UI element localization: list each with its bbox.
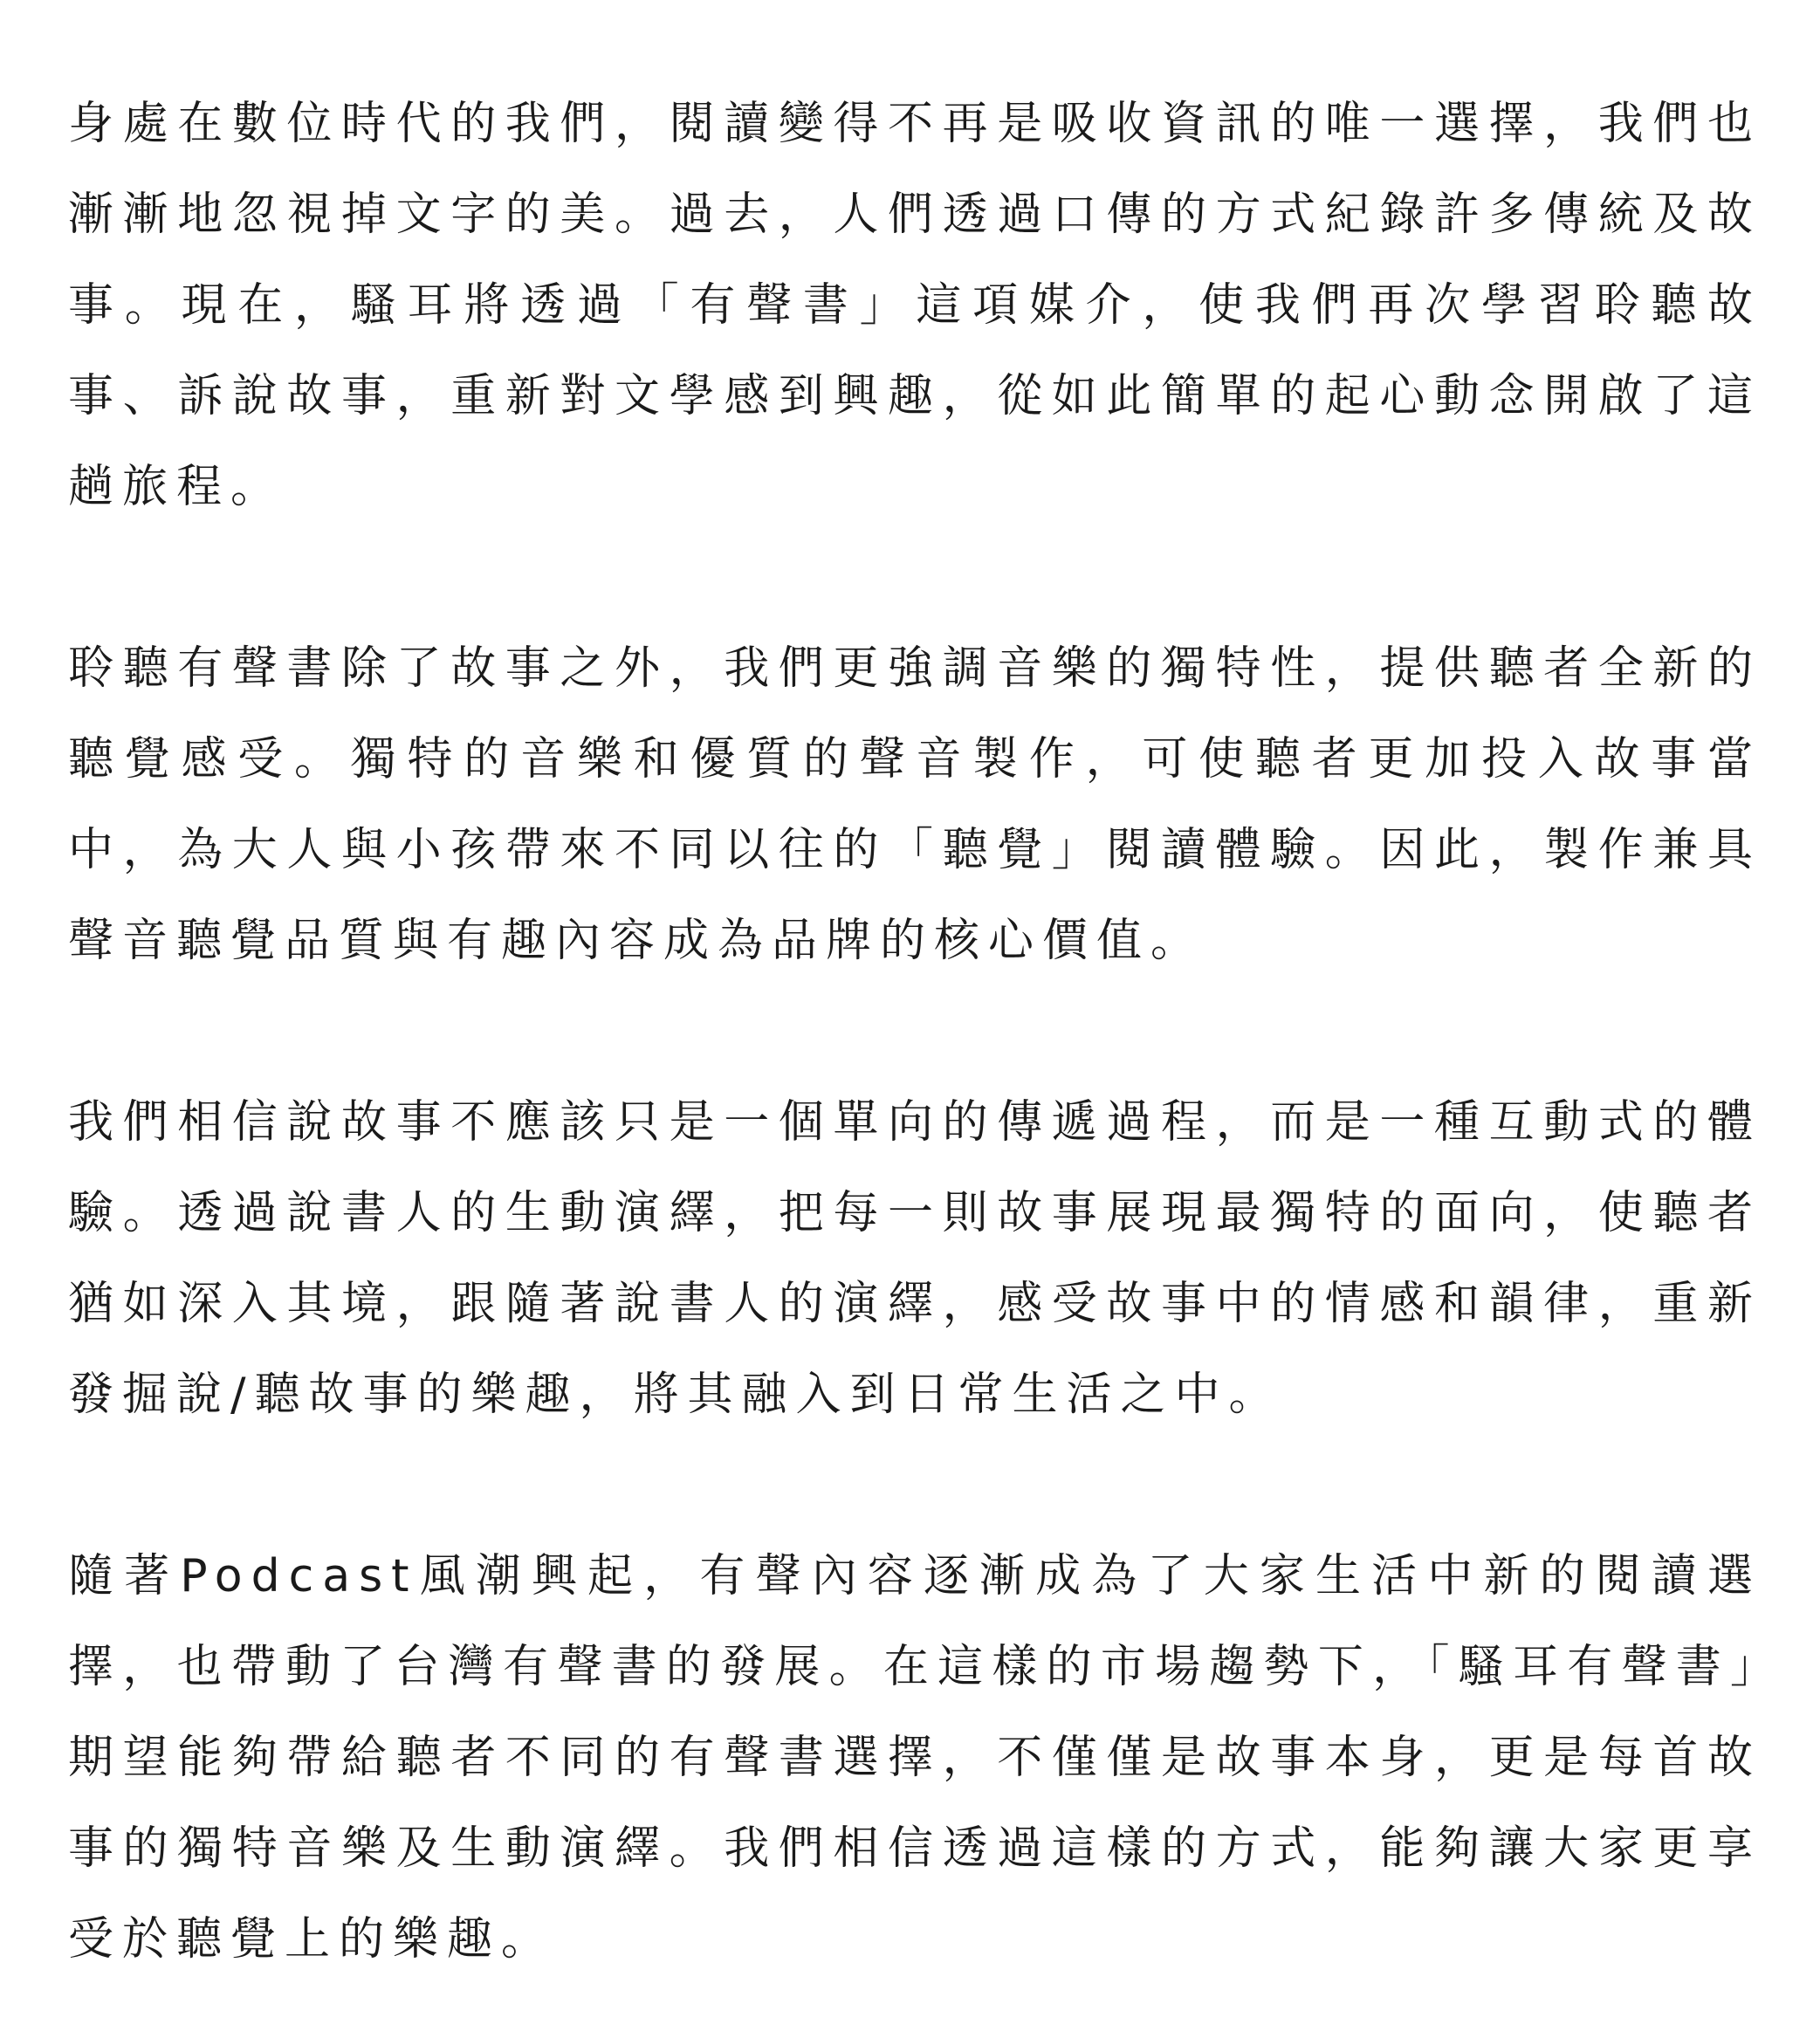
paragraph-storytelling: 我們相信說故事不應該只是一個單向的傳遞過程，而是一種互動式的體驗。透過說書人的生動演繹，把每一則故事展現最獨特的面向，使聽者猶如深入其境，跟隨著說書人的演繹，感受故事中的情感和韻律，重新發掘說/聽故事的樂趣，將其融入到日常生活之中。 <box>68 1096 1762 1421</box>
paragraph-podcast: 隨著Podcast風潮興起，有聲內容逐漸成為了大家生活中新的閱讀選擇，也帶動了台灣有聲書的發展。在這樣的市場趨勢下，「騷耳有聲書」期望能夠帶給聽者不同的有聲書選擇，不僅僅是故事本身，更是每首故事的獨特音樂及生動演繹。我們相信透過這樣的方式，能夠讓大家更享受於聽覺上的樂趣。 <box>68 1550 1762 1966</box>
paragraph-intro: 身處在數位時代的我們，閱讀變得不再是吸收資訊的唯一選擇，我們也漸漸地忽視掉文字的美。過去，人們透過口傳的方式紀錄許多傳統及故事。現在，騷耳將透過「有聲書」這項媒介，使我們再次學習聆聽故事、訴說故事，重新對文學感到興趣，從如此簡單的起心動念開啟了這趟旅程。 <box>68 98 1762 513</box>
paragraph-listening: 聆聽有聲書除了故事之外，我們更強調音樂的獨特性，提供聽者全新的聽覺感受。獨特的音樂和優質的聲音製作，可使聽者更加投入故事當中，為大人與小孩帶來不同以往的「聽覺」閱讀體驗。因此，製作兼具聲音聽覺品質與有趣內容成為品牌的核心價值。 <box>68 642 1762 967</box>
article-body <box>68 79 1762 1985</box>
